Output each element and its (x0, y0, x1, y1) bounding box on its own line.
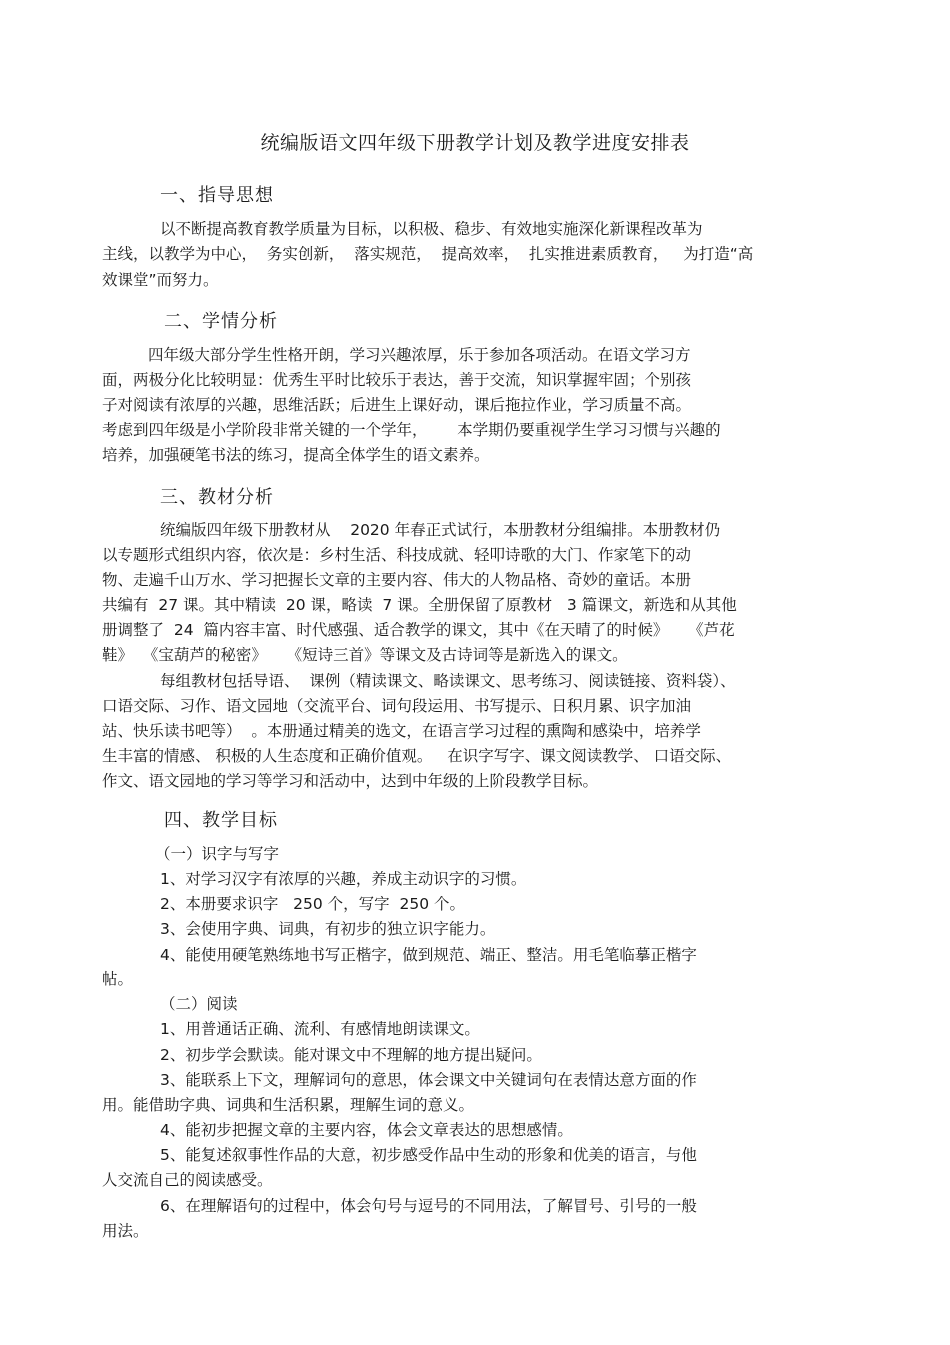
paragraph-line: 鞋》 《宝葫芦的秘密》 《短诗三首》等课文及古诗词等是新选入的课文。 (102, 646, 628, 664)
paragraph-line: 培养，加强硬笔书法的练习，提高全体学生的语文素养。 (102, 446, 490, 464)
paragraph-line: 作文、语文园地的学习等学习和活动中，达到中年级的上阶段教学目标。 (102, 772, 599, 790)
paragraph-line: 子对阅读有浓厚的兴趣，思维活跃；后进生上课好动，课后拖拉作业，学习质量不高。 (102, 396, 692, 414)
goal-item: 6、在理解语句的过程中，体会句号与逗号的不同用法，了解冒号、引号的一般 (160, 1197, 697, 1215)
goal-item: 2、初步学会默读。能对课文中不理解的地方提出疑问。 (160, 1046, 542, 1064)
paragraph-line: 册调整了 24 篇内容丰富、时代感强、适合教学的课文，其中《在天晴了的时候》 《芦花 (102, 621, 735, 639)
goal-item: 3、能联系上下文，理解词句的意思，体会课文中关键词句在表情达意方面的作 (160, 1071, 697, 1089)
paragraph-line: 以专题形式组织内容，依次是：乡村生活、科技成就、轻叩诗歌的大门、作家笔下的动 (102, 546, 692, 564)
paragraph-line: 站、快乐读书吧等） 。本册通过精美的选文，在语言学习过程的熏陶和感染中，培养学 (102, 722, 701, 740)
goal-item: 1、用普通话正确、流利、有感情地朗读课文。 (160, 1020, 480, 1038)
paragraph-line: 面，两极分化比较明显：优秀生平时比较乐于表达，善于交流，知识掌握牢固；个别孩 (102, 371, 692, 389)
goal-item-continued: 人交流自己的阅读感受。 (102, 1171, 273, 1189)
goal-item: 5、能复述叙事性作品的大意，初步感受作品中生动的形象和优美的语言，与他 (160, 1146, 697, 1164)
section-heading-teaching-goals: 四、教学目标 (164, 810, 278, 831)
goal-item: 4、能初步把握文章的主要内容，体会文章表达的思想感情。 (160, 1121, 573, 1139)
document-title: 统编版语文四年级下册教学计划及教学进度安排表 (260, 132, 690, 154)
goal-item-continued: 用法。 (102, 1222, 149, 1240)
section-heading-student-analysis: 二、学情分析 (164, 311, 278, 332)
subsection-heading-reading: （二）阅读 (160, 995, 238, 1013)
paragraph-line: 效课堂”而努力。 (102, 271, 219, 289)
paragraph-line: 口语交际、习作、语文园地（交流平台、词句段运用、书写提示、日积月累、识字加油 (102, 697, 692, 715)
paragraph-line: 每组教材包括导语、 课例（精读课文、略读课文、思考练习、阅读链接、资料袋）、 (160, 672, 736, 690)
goal-item: 3、会使用字典、词典，有初步的独立识字能力。 (160, 920, 496, 938)
subsection-heading-literacy: （一）识字与写字 (155, 845, 280, 863)
goal-item: 2、本册要求识字 250 个，写字 250 个。 (160, 895, 466, 913)
paragraph-line: 以不断提高教育教学质量为目标，以积极、稳步、有效地实施深化新课程改革为 (160, 220, 703, 238)
section-heading-guiding-thought: 一、指导思想 (160, 185, 274, 206)
paragraph-line: 生丰富的情感、 积极的人生态度和正确价值观。 在识字写字、课文阅读教学、 口语交际、 (102, 747, 732, 765)
paragraph-line: 物、走遍千山万水、学习把握长文章的主要内容、伟大的人物品格、奇妙的童话。本册 (102, 571, 692, 589)
paragraph-line: 四年级大部分学生性格开朗，学习兴趣浓厚，乐于参加各项活动。在语文学习方 (148, 346, 691, 364)
paragraph-line: 主线，以教学为中心， 务实创新， 落实规范， 提高效率， 扎实推进素质教育， 为打造“高 (102, 245, 754, 263)
paragraph-line: 考虑到四年级是小学阶段非常关键的一个学年， 本学期仍要重视学生学习习惯与兴趣的 (102, 421, 721, 439)
paragraph-line: 统编版四年级下册教材从 2020 年春正式试行，本册教材分组编排。本册教材仍 (160, 521, 721, 539)
goal-item-continued: 用。能借助字典、词典和生活积累，理解生词的意义。 (102, 1096, 475, 1114)
section-heading-textbook-analysis: 三、教材分析 (160, 487, 274, 508)
paragraph-line: 共编有 27 课。其中精读 20 课，略读 7 课。全册保留了原教材 3 篇课文，新选和从其他 (102, 596, 737, 614)
goal-item: 4、能使用硬笔熟练地书写正楷字，做到规范、端正、整洁。用毛笔临摹正楷字 (160, 946, 697, 964)
goal-item-continued: 帖。 (102, 970, 134, 988)
goal-item: 1、对学习汉字有浓厚的兴趣，养成主动识字的习惯。 (160, 870, 527, 888)
